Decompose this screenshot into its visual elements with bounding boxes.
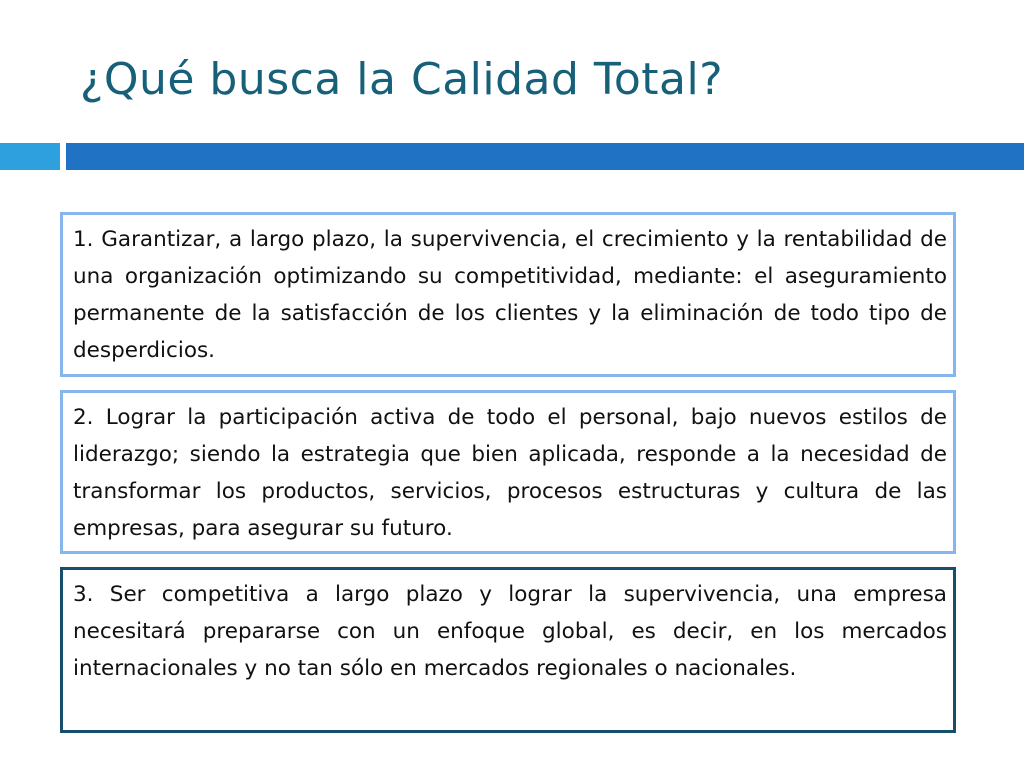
point-box-1	[60, 212, 956, 377]
point-text-2: 2. Lograr la participación activa de todo el personal, bajo nuevos estilos de liderazgo; siendo la estrategia que bien aplicada, responde a la necesidad de transformar los productos, servicios, procesos estructuras y cultura de las empresas, para asegurar su futuro.	[73, 405, 947, 541]
title-accent-bar-short	[0, 143, 60, 170]
slide-title: ¿Qué busca la Calidad Total?	[80, 54, 724, 105]
point-box-2	[60, 390, 956, 554]
title-accent-bar-long	[66, 143, 1024, 170]
point-box-3	[60, 567, 956, 733]
point-text-3: 3. Ser competitiva a largo plazo y lograr la supervivencia, una empresa necesitará prepararse con un enfoque global, es decir, en los mercados internacionales y no tan sólo en mercados regionales o nacionales.	[73, 582, 947, 681]
point-text-1: 1. Garantizar, a largo plazo, la supervivencia, el crecimiento y la rentabilidad de una organización optimizando su competitividad, mediante: el aseguramiento permanente de la satisfacción de los clientes y la eliminación de todo tipo de desperdicios.	[73, 227, 947, 363]
